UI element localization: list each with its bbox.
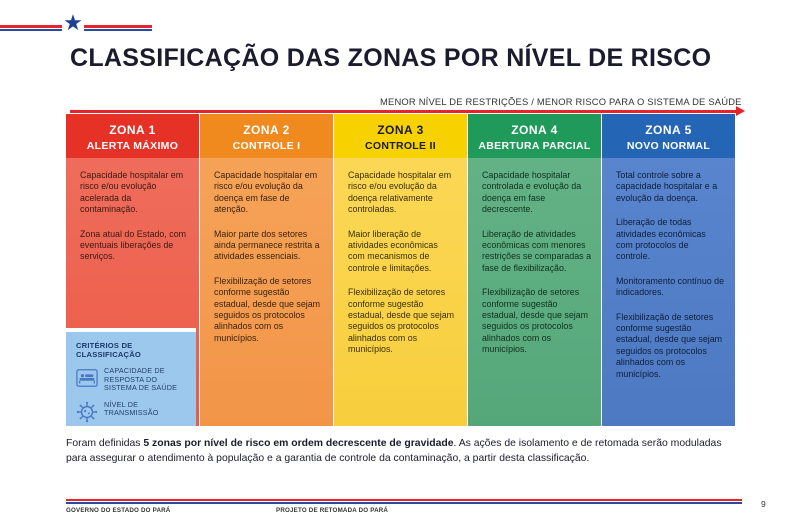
bottom-blue-rule: [66, 502, 742, 504]
zone-4-body: [468, 158, 601, 356]
zone-3-header: [334, 114, 467, 158]
zone-3-body: [334, 158, 467, 356]
zone-4-paragraph: Flexibilização de setores conforme sugestão estadual, desde que sejam seguidos os protocolos alinhados com os municípios.: [482, 287, 589, 355]
zone-4-name: ABERTURA PARCIAL: [478, 140, 591, 152]
zone-1-paragraph: Zona atual do Estado, com eventuais liberações de serviços.: [80, 228, 187, 262]
zone-1-number: ZONA 1: [109, 123, 156, 137]
zone-5-paragraph: Flexibilização de setores conforme sugestão estadual, desde que sejam seguidos os protocolos alinhados com os municípios.: [616, 311, 723, 379]
zone-4-column: [468, 114, 601, 426]
summary-paragraph: [66, 437, 742, 466]
bottom-rules: [66, 499, 742, 504]
zone-2-body: [200, 158, 333, 344]
virus-icon: [76, 401, 98, 423]
zone-2-paragraph: Maior parte dos setores ainda permanece restrita a atividades essenciais.: [214, 228, 320, 262]
summary-text-bold: 5 zonas por nível de risco em ordem decrescente de gravidade: [143, 438, 454, 449]
footer-government: GOVERNO DO ESTADO DO PARÁ: [66, 507, 171, 514]
zone-3-paragraph: Flexibilização de setores conforme sugestão estadual, desde que sejam seguidos os protocolos alinhados com os municípios.: [348, 287, 455, 355]
zone-5-column: [602, 114, 735, 426]
zone-5-paragraph: Total controle sobre a capacidade hospitalar e a evolução da doença.: [616, 170, 718, 203]
zone-5-paragraph: Liberação de todas atividades econômicas com protocolos de controle.: [616, 217, 706, 262]
zone-4-number: ZONA 4: [511, 123, 558, 137]
arrow-caption: MENOR NÍVEL DE RESTRIÇÕES / MENOR RISCO PARA O SISTEMA DE SAÚDE: [380, 96, 742, 107]
zone-5-number: ZONA 5: [645, 123, 692, 137]
zone-2-column: [200, 114, 333, 426]
zone-4-header: [468, 114, 601, 158]
zone-3-name: CONTROLE II: [365, 140, 436, 152]
page-title: CLASSIFICAÇÃO DAS ZONAS POR NÍVEL DE RISCO: [70, 44, 712, 72]
zone-2-number: ZONA 2: [243, 123, 290, 137]
zone-4-paragraph: Capacidade hospitalar controlada e evolução da doença em fase decrescente.: [482, 170, 582, 215]
page-number: 9: [761, 499, 766, 509]
criteria-title: CRITÉRIOS DE CLASSIFICAÇÃO: [76, 341, 142, 359]
zone-3-number: ZONA 3: [377, 123, 424, 137]
zone-2-paragraph: Flexibilização de setores conforme sugestão estadual, desde que sejam seguidos os protocolos alinhados com os municípios.: [214, 275, 321, 343]
zone-5-name: NOVO NORMAL: [626, 140, 711, 152]
summary-text-start: Foram definidas: [66, 438, 144, 449]
zone-3-paragraph: Capacidade hospitalar em risco e/ou evolução da doença relativamente controladas.: [348, 170, 452, 215]
zone-5-paragraph: Monitoramento contínuo de indicadores.: [616, 275, 725, 298]
zone-1-body: [66, 158, 199, 263]
bottom-red-rule: [66, 499, 742, 501]
zone-2-name: CONTROLE I: [232, 140, 301, 152]
zone-3-paragraph: Maior liberação de atividades econômicas com mecanismos de controle e limitações.: [348, 228, 438, 273]
criteria-item-label: CAPACIDADE DE RESPOSTA DO SISTEMA DE SAÚDE: [104, 366, 178, 393]
zone-2-paragraph: Capacidade hospitalar em risco e/ou evolução da doença em fase de atenção.: [214, 170, 318, 215]
zone-2-header: [200, 114, 333, 158]
criteria-item: [76, 367, 190, 393]
zone-1-name: ALERTA MÁXIMO: [86, 140, 179, 152]
summary-text-end: . As ações de isolamento e de retomada serão moduladas para assegurar o atendimento à população e a garantia de controle da contaminação, a partir desta classificação.: [66, 438, 722, 464]
hospital-bed-icon: [76, 367, 98, 389]
zone-1-paragraph: Capacidade hospitalar em risco e/ou evolução acelerada da contaminação.: [80, 170, 184, 215]
risk-arrow-line: [70, 110, 738, 113]
criteria-item-label: NÍVEL DE TRANSMISSÃO: [104, 399, 159, 418]
footer-project: PROJETO DE RETOMADA DO PARÁ: [276, 507, 389, 514]
arrow-right-icon: [736, 106, 745, 116]
criteria-box: [66, 328, 196, 426]
zone-5-body: [602, 158, 735, 380]
zone-3-column: [334, 114, 467, 426]
criteria-item: [76, 401, 190, 423]
zone-1-header: [66, 114, 199, 158]
zone-4-paragraph: Liberação de atividades econômicas com menores restrições se comparadas a fase de flexibilização.: [482, 228, 592, 273]
star-icon: ★: [63, 10, 83, 35]
zone-5-header: [602, 114, 735, 158]
